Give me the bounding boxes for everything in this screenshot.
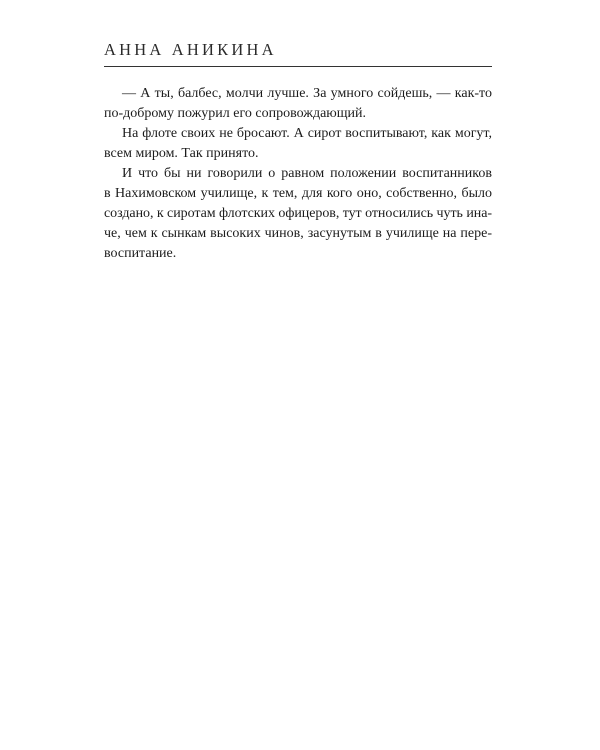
text-line: по-доброму пожурил его сопровождающий. xyxy=(104,106,367,121)
body-text xyxy=(104,84,492,264)
paragraph-3 xyxy=(104,164,492,264)
text-line: в Нахимовском училище, к тем, для кого оно, собственно, было xyxy=(104,186,492,201)
text-line: всем миром. Так принято. xyxy=(104,146,259,161)
running-head-author: АННА АНИКИНА xyxy=(104,40,277,59)
text-line: — А ты, балбес, молчи лучше. За умного сойдешь, — как-то xyxy=(122,86,492,101)
text-line: че, чем к сынкам высоких чинов, засунутым в училище на пере- xyxy=(104,226,492,241)
text-line: создано, к сиротам флотских офицеров, тут относились чуть ина- xyxy=(104,206,492,221)
text-line: На флоте своих не бросают. А сирот воспитывают, как могут, xyxy=(122,126,492,141)
text-line: И что бы ни говорили о равном положении воспитанников xyxy=(122,166,492,181)
paragraph-1 xyxy=(104,84,492,124)
paragraph-2 xyxy=(104,124,492,164)
text-line: воспитание. xyxy=(104,246,177,261)
header-rule xyxy=(104,66,492,67)
